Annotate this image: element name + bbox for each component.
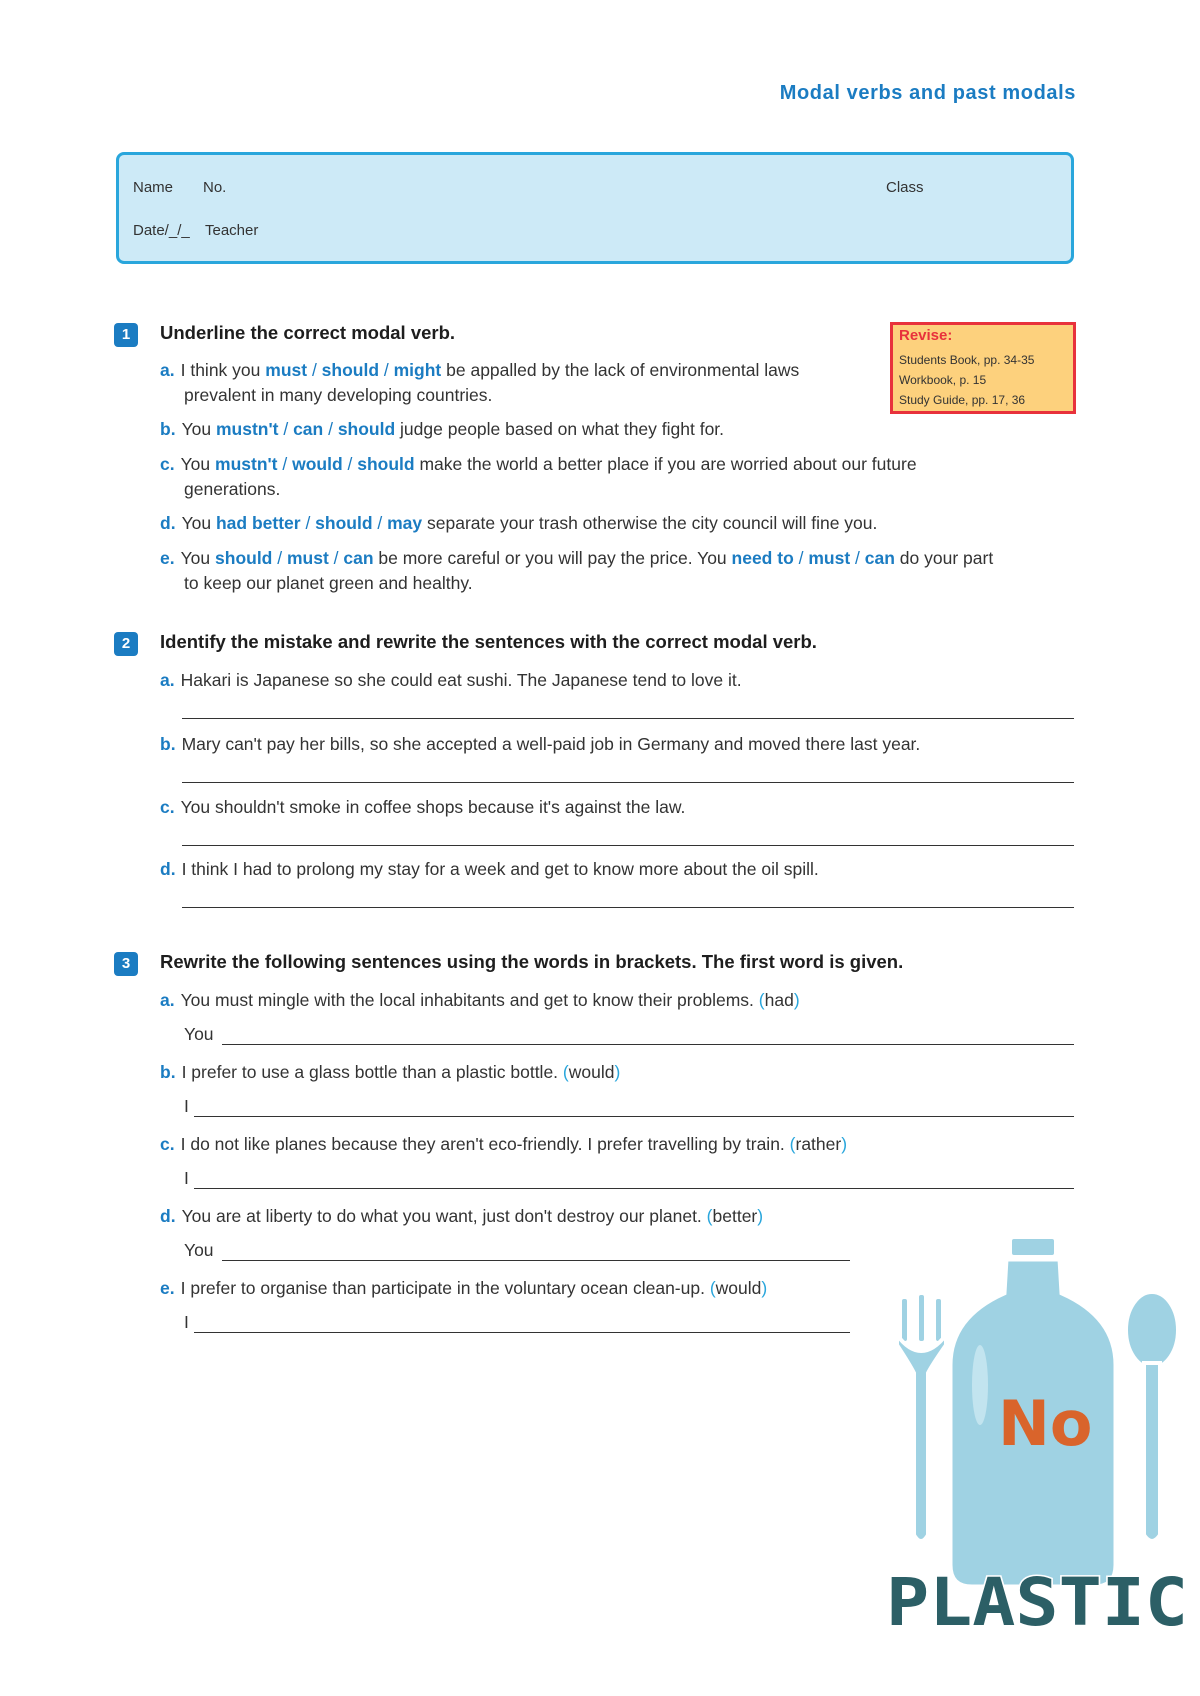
no-plastic-illustration bbox=[880, 1235, 1200, 1655]
item-text: You bbox=[180, 548, 211, 568]
exercise3-item-e: e. I prefer to organise than participate in the voluntary ocean clean-up. (would) bbox=[160, 1278, 768, 1298]
item-text: do your part bbox=[899, 548, 994, 568]
item-text: You bbox=[181, 419, 212, 439]
item-letter: d. bbox=[160, 1206, 176, 1226]
answer-line[interactable] bbox=[182, 845, 1074, 846]
exercise2-item-b bbox=[160, 732, 920, 757]
answer-prompt: I bbox=[184, 1312, 189, 1332]
item-text: You shouldn't smoke in coffee shops because it's against the law. bbox=[180, 797, 686, 817]
item-text-continued: generations. bbox=[184, 479, 281, 499]
bracket-word: would bbox=[715, 1278, 762, 1298]
item-text: I prefer to organise than participate in the voluntary ocean clean-up. bbox=[180, 1278, 705, 1298]
item-letter: b. bbox=[160, 419, 176, 439]
item-text: Mary can't pay her bills, so she accepted a well-paid job in Germany and moved there last year. bbox=[181, 734, 921, 754]
name-label: Name bbox=[133, 179, 174, 196]
exercise1-item-b: b. You mustn't / can / should judge people based on what they fight for. bbox=[160, 419, 725, 439]
answer-line[interactable] bbox=[194, 1116, 1074, 1117]
revise-box bbox=[890, 322, 1076, 414]
item-text: You must mingle with the local inhabitants and get to know their problems. bbox=[180, 990, 754, 1010]
item-text: I prefer to use a glass bottle than a plastic bottle. bbox=[181, 1062, 559, 1082]
item-letter: c. bbox=[160, 797, 175, 817]
item-letter: d. bbox=[160, 859, 176, 879]
page-title: Modal verbs and past modals bbox=[779, 82, 1076, 104]
answer-line[interactable] bbox=[182, 718, 1074, 719]
item-text: You bbox=[181, 513, 212, 533]
item-letter: e. bbox=[160, 1278, 175, 1298]
exercise-title-1: Underline the correct modal verb. bbox=[160, 322, 456, 343]
item-letter: a. bbox=[160, 990, 175, 1010]
item-letter: a. bbox=[160, 670, 175, 690]
revise-line: Students Book, pp. 34-35 bbox=[899, 353, 1035, 367]
number-label: No. bbox=[203, 179, 227, 196]
item-letter: b. bbox=[160, 734, 176, 754]
item-letter: c. bbox=[160, 1134, 175, 1154]
revise-line: Workbook, p. 15 bbox=[899, 373, 987, 387]
item-text: separate your trash otherwise the city council will fine you. bbox=[427, 513, 878, 533]
item-letter: b. bbox=[160, 1062, 176, 1082]
modal-option[interactable]: mustn't bbox=[215, 454, 278, 474]
modal-option[interactable]: may bbox=[387, 513, 423, 533]
item-text: I think I had to prolong my stay for a week and get to know more about the oil spill. bbox=[181, 859, 819, 879]
answer-line[interactable] bbox=[222, 1260, 850, 1261]
modal-option[interactable]: can bbox=[293, 419, 324, 439]
item-text: be appalled by the lack of environmental laws bbox=[446, 360, 800, 380]
modal-option[interactable]: must bbox=[265, 360, 308, 380]
modal-option[interactable]: might bbox=[393, 360, 442, 380]
modal-option[interactable]: can bbox=[343, 548, 374, 568]
item-letter: e. bbox=[160, 548, 175, 568]
answer-line[interactable] bbox=[182, 782, 1074, 783]
item-text: be more careful or you will pay the price. You bbox=[378, 548, 727, 568]
bracket-word: would bbox=[568, 1062, 615, 1082]
modal-option[interactable]: can bbox=[864, 548, 895, 568]
modal-option[interactable]: must bbox=[808, 548, 851, 568]
item-letter: d. bbox=[160, 513, 176, 533]
exercise1-item-a: a. I think you must / should / might be appalled by the lack of environmental laws prevalent in many developing countries. bbox=[160, 358, 799, 408]
exercise-title-3: Rewrite the following sentences using the words in brackets. The first word is given. bbox=[160, 951, 904, 972]
modal-option[interactable]: had better bbox=[215, 513, 301, 533]
item-text: You are at liberty to do what you want, just don't destroy our planet. bbox=[181, 1206, 702, 1226]
exercise1-item-e: e. You should / must / can be more careful or you will pay the price. You need to / must / can do your part to keep our planet green and healthy. bbox=[160, 546, 993, 596]
item-text-continued: prevalent in many developing countries. bbox=[184, 385, 493, 405]
answer-line[interactable] bbox=[194, 1188, 1074, 1189]
fork-icon bbox=[897, 1293, 946, 1541]
answer-line[interactable] bbox=[222, 1044, 1074, 1045]
item-text: I do not like planes because they aren't eco-friendly. I prefer travelling by train. bbox=[180, 1134, 785, 1154]
modal-option[interactable]: should bbox=[215, 548, 273, 568]
item-text: Hakari is Japanese so she could eat sushi. The Japanese tend to love it. bbox=[180, 670, 742, 690]
modal-option[interactable]: should bbox=[315, 513, 373, 533]
exercise1-item-c: c. You mustn't / would / should make the world a better place if you are worried about our future generations. bbox=[160, 452, 917, 502]
exercise3-item-d: d. You are at liberty to do what you want, just don't destroy our planet. (better) bbox=[160, 1206, 764, 1226]
no-text: No bbox=[998, 1387, 1093, 1460]
exercise3-item-a: a. You must mingle with the local inhabitants and get to know their problems. (had) bbox=[160, 990, 800, 1010]
item-text: make the world a better place if you are worried about our future bbox=[419, 454, 917, 474]
item-text: judge people based on what they fight for. bbox=[400, 419, 725, 439]
bracket-word: rather bbox=[795, 1134, 842, 1154]
exercise2-item-a bbox=[160, 668, 742, 693]
teacher-label: Teacher bbox=[205, 222, 259, 239]
answer-prompt: I bbox=[184, 1096, 189, 1116]
answer-prompt: You bbox=[184, 1024, 214, 1044]
modal-option[interactable]: should bbox=[337, 419, 396, 439]
exercise3-item-b: b. I prefer to use a glass bottle than a plastic bottle. (would) bbox=[160, 1062, 621, 1082]
answer-prompt: I bbox=[184, 1168, 189, 1188]
answer-prompt: You bbox=[184, 1240, 214, 1260]
exercise2-item-d bbox=[160, 857, 819, 882]
modal-option[interactable]: should bbox=[321, 360, 380, 380]
exercise1-item-d: d. You had better / should / may separate your trash otherwise the city council will fine you. bbox=[160, 513, 878, 533]
answer-line[interactable] bbox=[194, 1332, 850, 1333]
exercise-number-1: 1 bbox=[114, 323, 138, 347]
modal-option[interactable]: would bbox=[292, 454, 343, 474]
bracket-word: had bbox=[764, 990, 794, 1010]
modal-option[interactable]: need to bbox=[731, 548, 794, 568]
answer-line[interactable] bbox=[182, 907, 1074, 908]
bracket-word: better bbox=[712, 1206, 758, 1226]
exercise-number-3: 3 bbox=[114, 952, 138, 976]
modal-option[interactable]: must bbox=[286, 548, 329, 568]
date-label: Date/_/_ bbox=[133, 222, 190, 239]
spoon-icon bbox=[1126, 1292, 1178, 1541]
item-text-continued: to keep our planet green and healthy. bbox=[184, 573, 473, 593]
modal-option[interactable]: should bbox=[357, 454, 415, 474]
exercise3-item-c: c. I do not like planes because they aren't eco-friendly. I prefer travelling by train. (rather) bbox=[160, 1134, 848, 1154]
plastic-text: PLASTIC bbox=[886, 1564, 1188, 1641]
student-info-box bbox=[116, 152, 1074, 264]
exercise2-item-c bbox=[160, 795, 685, 820]
revise-title: Revise: bbox=[899, 327, 953, 344]
exercise-number-2: 2 bbox=[114, 632, 138, 656]
item-text: I think you bbox=[180, 360, 261, 380]
class-label: Class bbox=[886, 179, 924, 196]
revise-line: Study Guide, pp. 17, 36 bbox=[899, 393, 1026, 407]
exercise-title-2: Identify the mistake and rewrite the sentences with the correct modal verb. bbox=[160, 631, 817, 652]
modal-option[interactable]: mustn't bbox=[215, 419, 279, 439]
item-letter: c. bbox=[160, 454, 175, 474]
item-text: You bbox=[180, 454, 211, 474]
item-letter: a. bbox=[160, 360, 175, 380]
